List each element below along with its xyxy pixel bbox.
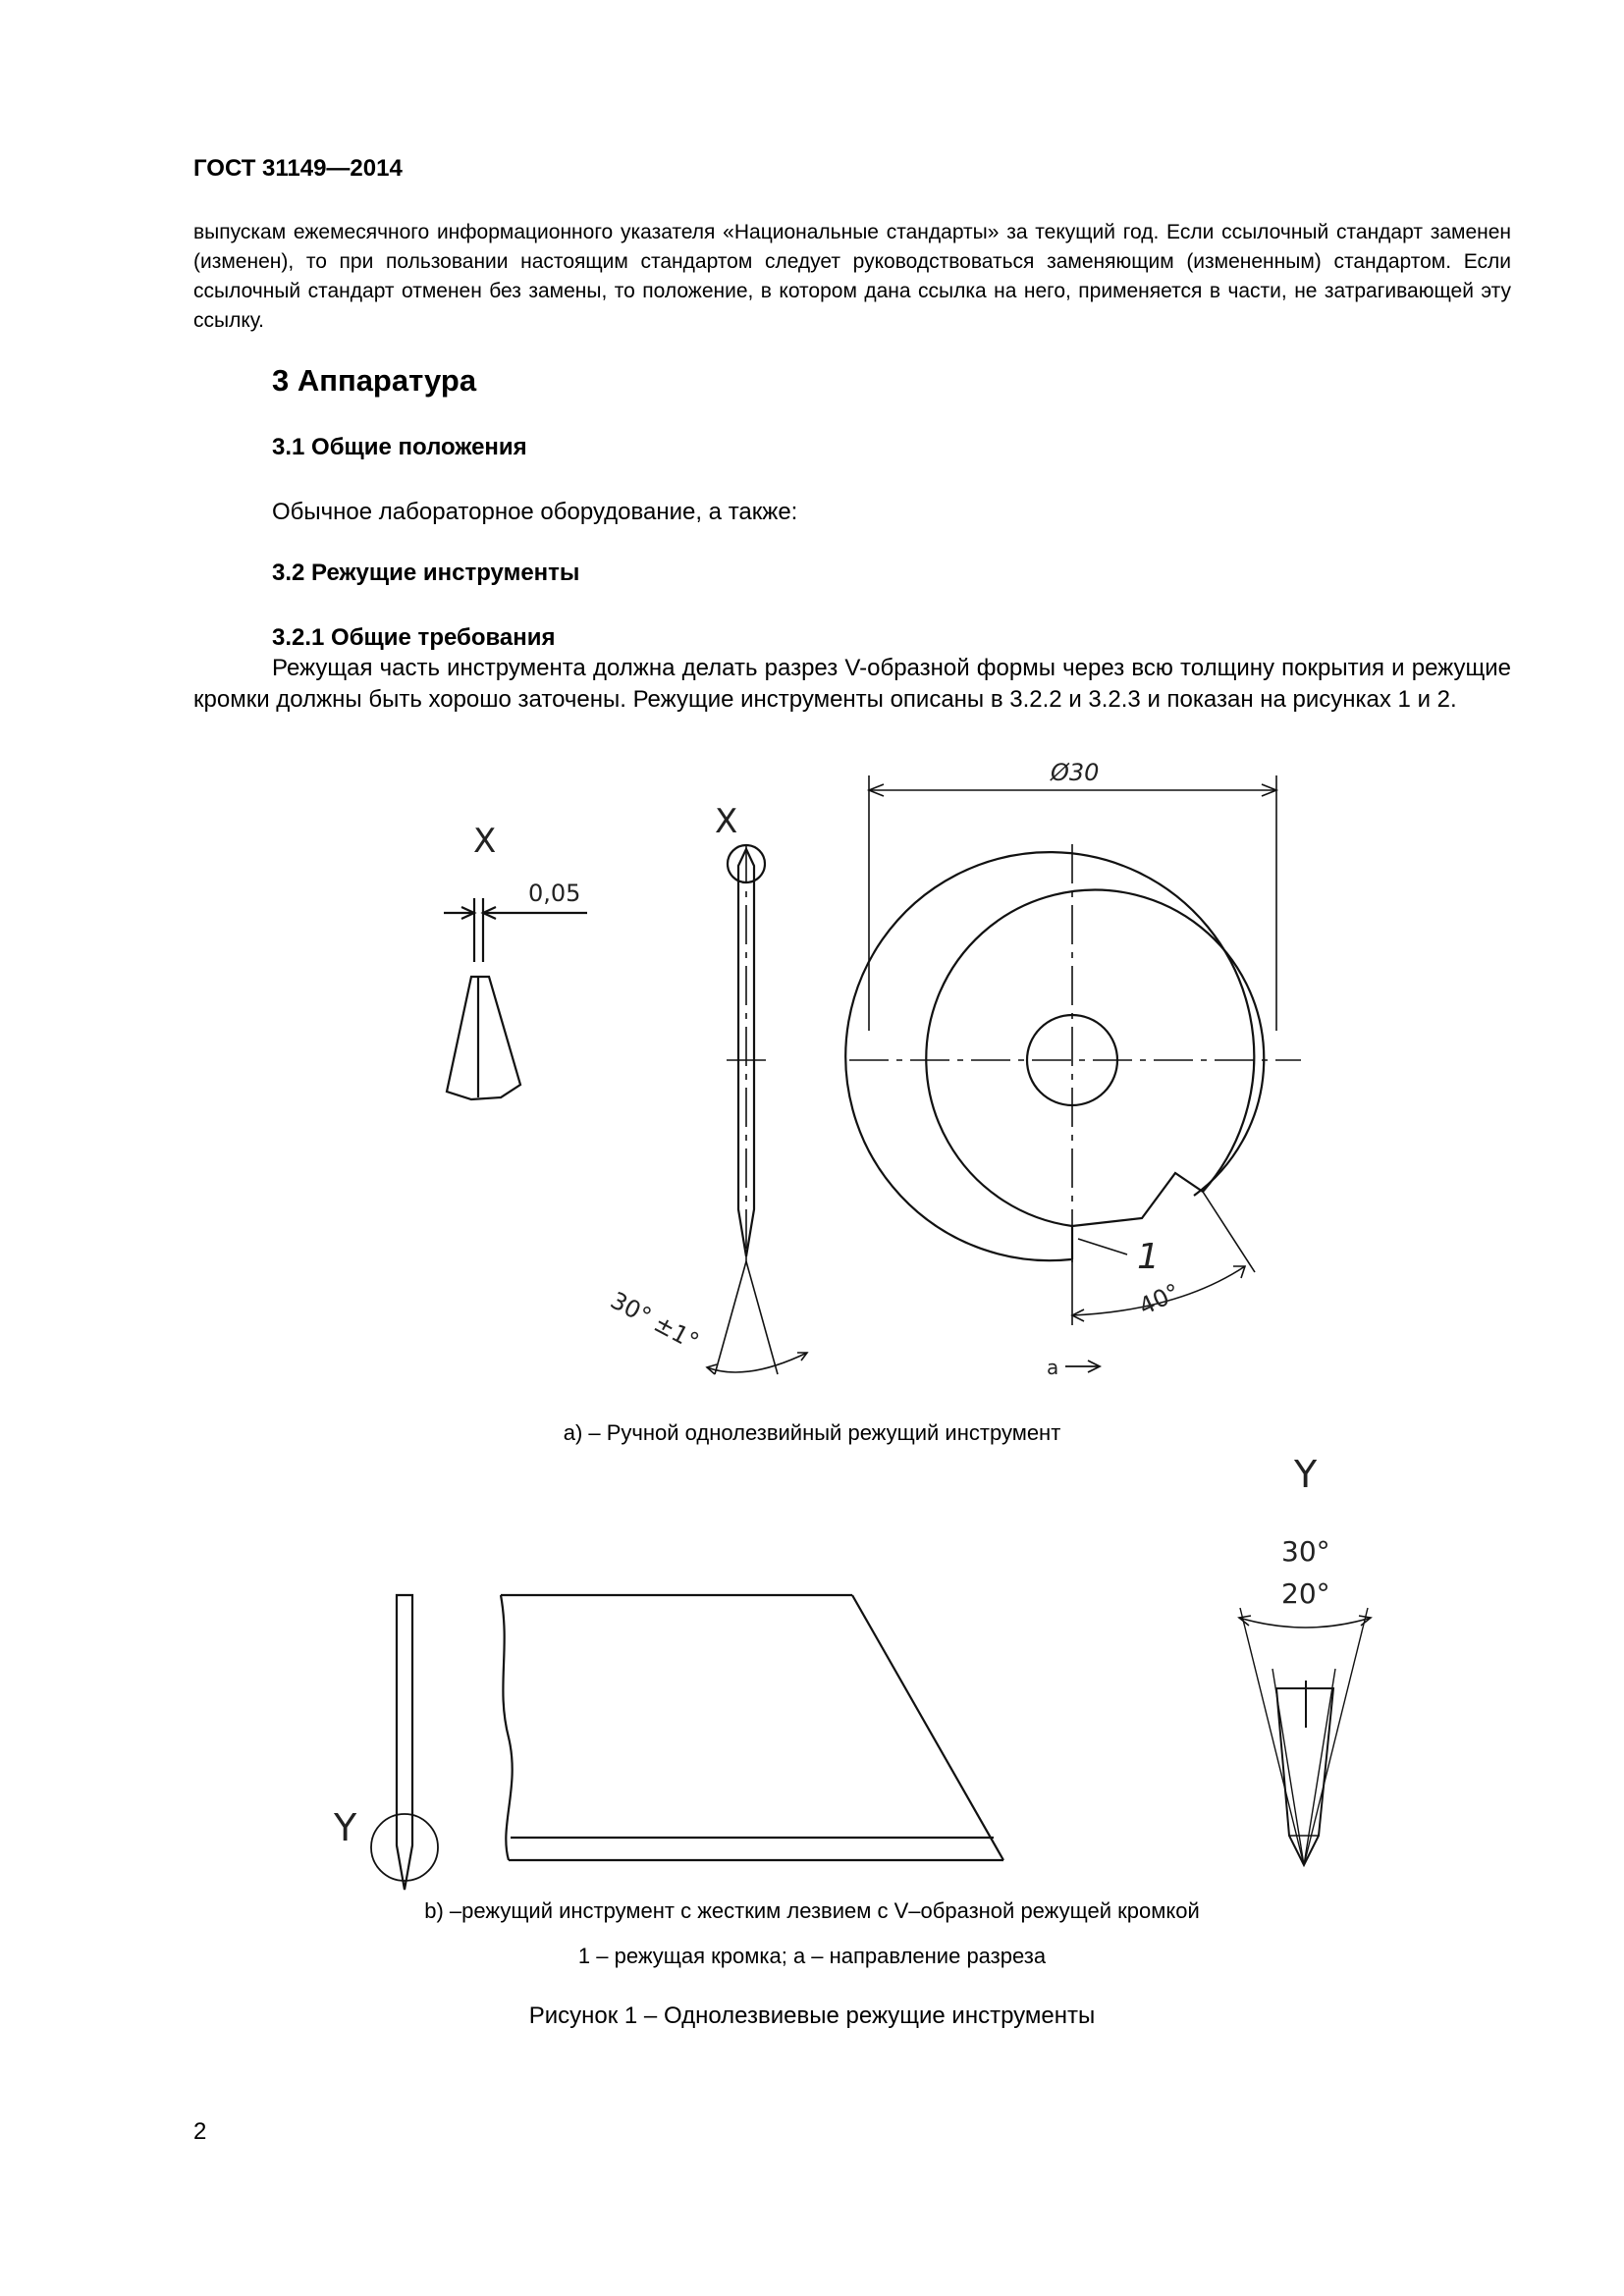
figure-caption-b: b) –режущий инструмент с жестким лезвием с V–образной режущей кромкой — [424, 1898, 1200, 1923]
section-3-title: 3 Аппаратура — [272, 363, 477, 398]
section-3-2-1-body: Режущая часть инструмента должна делать разрез V-образной формы через всю толщину покрытия и режущие кромки должны быть хорошо заточены. Режущие инструменты описаны в 3.2.2 и 3.2.3 и показан на рисунках 1 и 2. — [193, 655, 1511, 713]
knife-side-view — [707, 844, 807, 1374]
detail-x-blade-tip — [444, 898, 587, 1099]
rigid-blade-side-view — [501, 1595, 1003, 1860]
detail-y-blade-tip — [1239, 1608, 1371, 1865]
label-dim-005: 0,05 — [528, 880, 581, 907]
figure-caption-a: а) – Ручной однолезвийный режущий инструмент — [563, 1420, 1061, 1445]
label-callout-1: 1 — [1137, 1237, 1160, 1277]
section-3-1-text: Обычное лабораторное оборудование, а также: — [272, 499, 798, 525]
document-id: ГОСТ 31149—2014 — [193, 155, 403, 182]
label-y-left: Y — [334, 1806, 357, 1849]
label-dim-d30: Ø30 — [1051, 759, 1100, 786]
section-3-2-title: 3.2 Режущие инструменты — [272, 560, 580, 586]
label-arrow-a: a — [1047, 1356, 1059, 1379]
section-3-2-1-title: 3.2.1 Общие требования — [272, 624, 556, 651]
section-3-1-title: 3.1 Общие положения — [272, 434, 527, 460]
figure-legend: 1 – режущая кромка; а – направление разреза — [577, 1944, 1047, 1968]
intro-paragraph: выпускам ежемесячного информационного указателя «Национальные стандарты» за текущий год. Если ссылочный стандарт заменен (изменен), то при пользовании настоящим стандартом следует руководствоваться заменяющим (измененным) стандартом. Если ссылочный стандарт отменен без замены, то положение, в котором дана ссылка на него, применяется в части, не затрагивающей эту ссылку. — [193, 221, 1511, 332]
rigid-blade-edge-view — [371, 1595, 438, 1890]
label-x-mid: X — [715, 802, 738, 841]
round-knife-front-view — [845, 775, 1301, 1372]
label-angle-40: 40° — [1134, 1278, 1185, 1321]
label-angle-20: 20° — [1281, 1577, 1330, 1610]
label-x-left: X — [473, 822, 497, 861]
page-number: 2 — [193, 2118, 207, 2145]
figure-title: Рисунок 1 – Однолезвиевые режущие инструменты — [528, 2002, 1096, 2029]
label-angle-30pm1: 30° ±1° — [606, 1286, 704, 1357]
label-angle-30: 30° — [1281, 1535, 1330, 1568]
label-y-right: Y — [1294, 1453, 1318, 1496]
